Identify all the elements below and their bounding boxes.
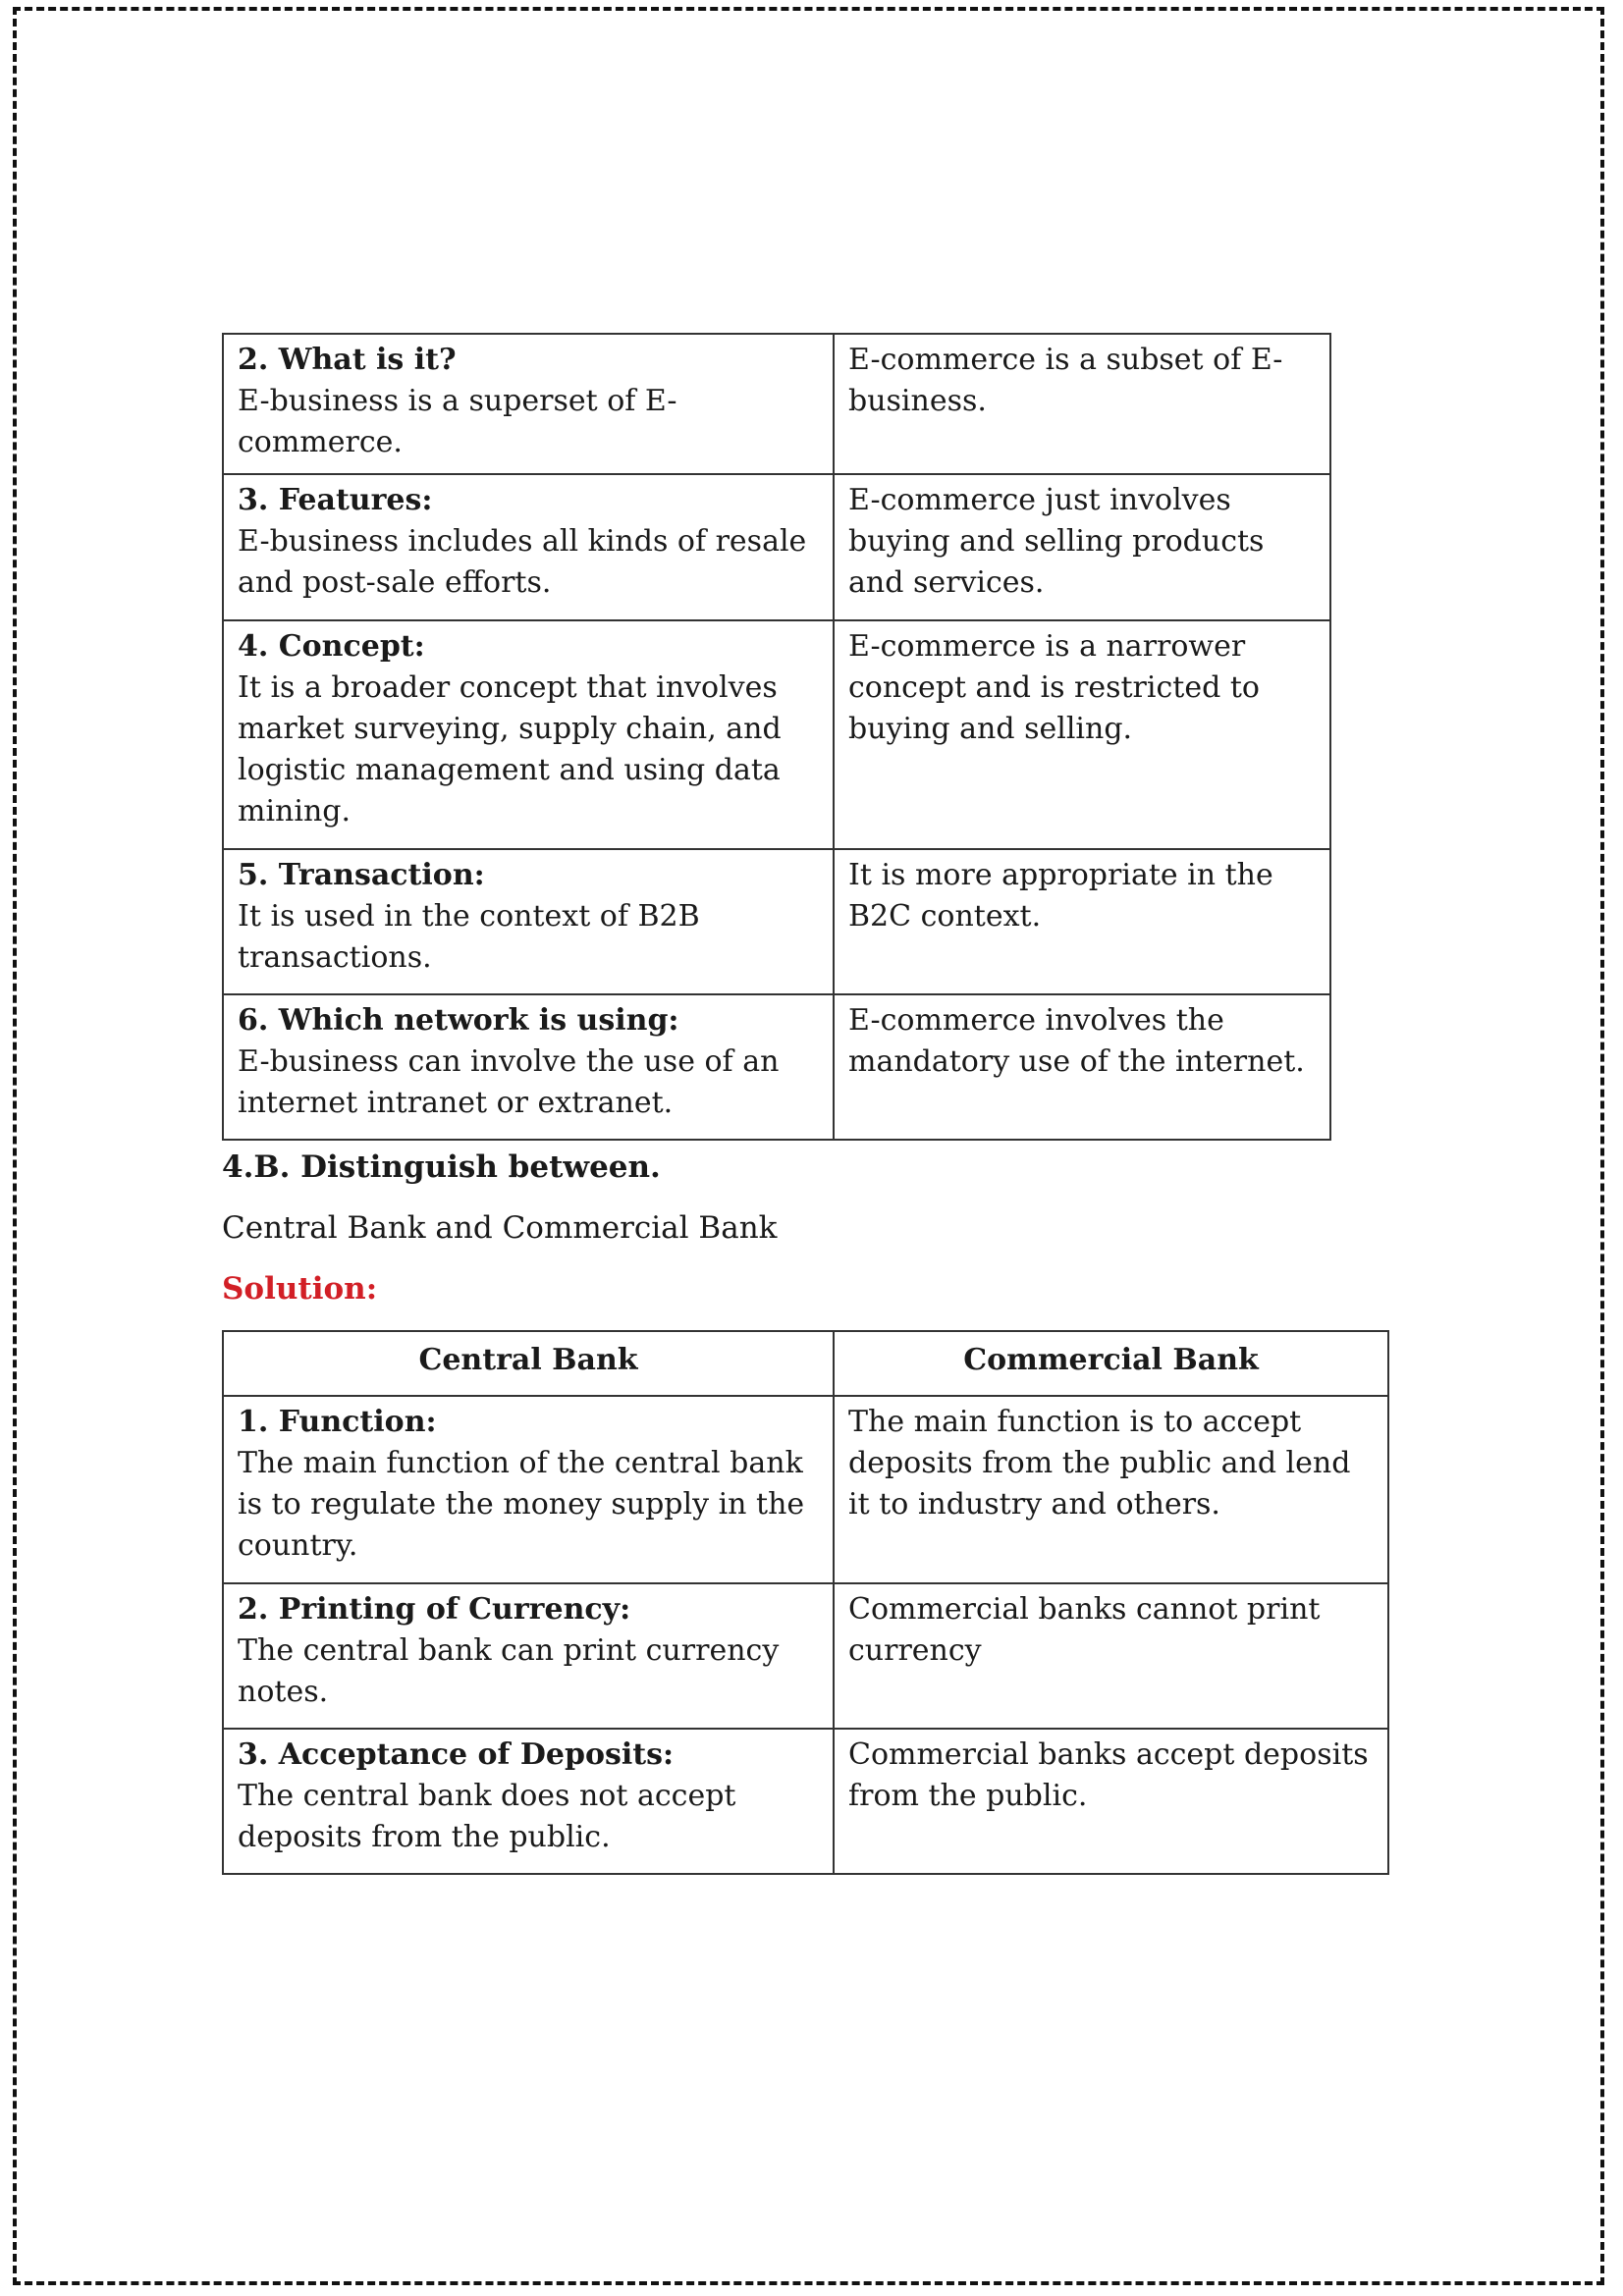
row-description: E-business is a superset of E-commerce. <box>238 384 677 459</box>
table-cell-left <box>223 474 834 620</box>
table-cell-left <box>223 1583 834 1729</box>
table-cell-left <box>223 620 834 849</box>
column-header-central-bank: Central Bank <box>223 1331 834 1396</box>
question-text: Central Bank and Commercial Bank <box>222 1210 778 1246</box>
table-cell-left <box>223 994 834 1140</box>
table-header-row <box>223 1331 1388 1396</box>
table-row <box>223 334 1330 474</box>
row-description: E-business includes all kinds of resale and post-sale efforts. <box>238 524 807 600</box>
table-cell-right: E-commerce involves the mandatory use of the internet. <box>834 994 1330 1140</box>
row-description: The central bank can print currency notes. <box>238 1633 780 1709</box>
row-description: The main function of the central bank is to regulate the money supply in the country. <box>238 1446 805 1563</box>
column-header-commercial-bank: Commercial Bank <box>834 1331 1388 1396</box>
table-row <box>223 1396 1388 1583</box>
table-row <box>223 1583 1388 1729</box>
row-title: 2. What is it? <box>238 343 457 377</box>
table-cell-right: E-commerce just involves buying and selling products and services. <box>834 474 1330 620</box>
table-row <box>223 849 1330 994</box>
solution-label: Solution: <box>222 1271 378 1307</box>
table-row <box>223 620 1330 849</box>
table-cell-right: E-commerce is a narrower concept and is restricted to buying and selling. <box>834 620 1330 849</box>
row-title: 6. Which network is using: <box>238 1003 679 1038</box>
table-row <box>223 994 1330 1140</box>
question-heading: 4.B. Distinguish between. <box>222 1149 661 1185</box>
table-cell-right: It is more appropriate in the B2C context. <box>834 849 1330 994</box>
row-description: The central bank does not accept deposits from the public. <box>238 1779 736 1854</box>
table-cell-left <box>223 334 834 474</box>
table-row <box>223 1729 1388 1874</box>
row-title: 3. Acceptance of Deposits: <box>238 1737 675 1772</box>
table-cell-right: Commercial banks accept deposits from the public. <box>834 1729 1388 1874</box>
central-vs-commercial-bank-table <box>222 1330 1389 1875</box>
row-title: 2. Printing of Currency: <box>238 1592 631 1627</box>
table-row <box>223 474 1330 620</box>
row-title: 1. Function: <box>238 1405 437 1439</box>
table-cell-left <box>223 1729 834 1874</box>
row-title: 5. Transaction: <box>238 858 485 892</box>
table-cell-left <box>223 849 834 994</box>
table-cell-left <box>223 1396 834 1583</box>
row-description: It is used in the context of B2B transactions. <box>238 899 700 975</box>
row-title: 4. Concept: <box>238 629 425 664</box>
table-cell-right: The main function is to accept deposits from the public and lend it to industry and others. <box>834 1396 1388 1583</box>
row-description: E-business can involve the use of an internet intranet or extranet. <box>238 1044 780 1120</box>
table-cell-right: Commercial banks cannot print currency <box>834 1583 1388 1729</box>
row-description: It is a broader concept that involves market surveying, supply chain, and logistic management and using data mining. <box>238 670 782 828</box>
ebusiness-vs-ecommerce-table <box>222 333 1331 1141</box>
table-cell-right: E-commerce is a subset of E-business. <box>834 334 1330 474</box>
row-title: 3. Features: <box>238 483 433 517</box>
